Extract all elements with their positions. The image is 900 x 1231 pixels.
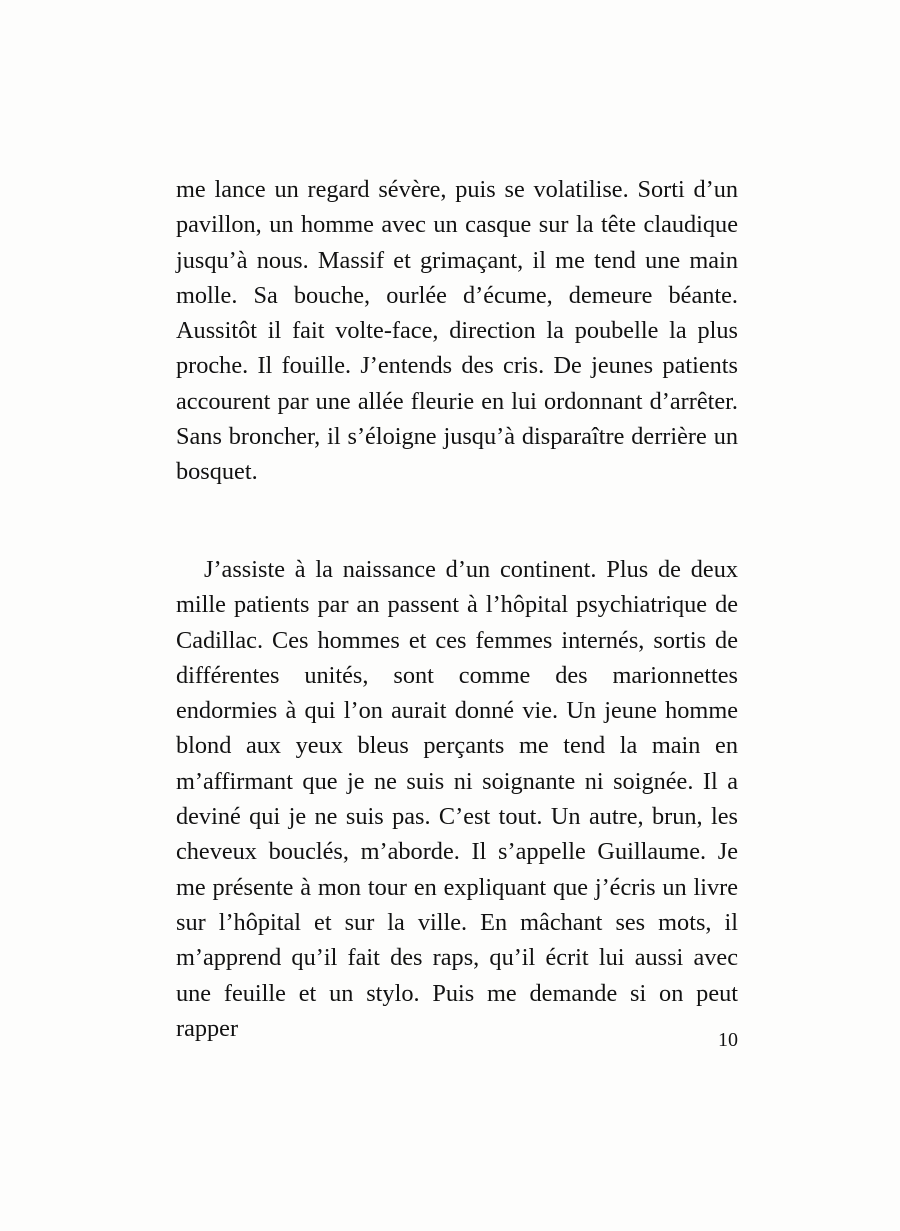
page-text-block bbox=[176, 172, 738, 1081]
paragraph-2: J’assiste à la naissance d’un continent. Plus de deux mille patients par an passent à l’hôpital psychiatrique de Cadillac. Ces hommes et ces femmes internés, sortis de différentes unités, sont comme des marionnettes endormies à qui l’on aurait donné vie. Un jeune homme blond aux yeux bleus perçants me tend la main en m’affirmant que je ne suis ni soignante ni soignée. Il a deviné qui je ne suis pas. C’est tout. Un autre, brun, les cheveux bouclés, m’aborde. Il s’appelle Guillaume. Je me présente à mon tour en expliquant que j’écris un livre sur l’hôpital et sur la ville. En mâchant ses mots, il m’apprend qu’il fait des raps, qu’il écrit lui aussi avec une feuille et un stylo. Puis me demande si on peut rapper bbox=[176, 555, 738, 1042]
paragraph-1: me lance un regard sévère, puis se volatilise. Sorti d’un pavillon, un homme avec un casque sur la tête claudique jusqu’à nous. Massif et grimaçant, il me tend une main molle. Sa bouche, ourlée d’écume, demeure béante. Aussitôt il fait volte-face, direction la poubelle la plus proche. Il fouille. J’entends des cris. De jeunes patients accourent par une allée fleurie en lui ordonnant d’arrêter. Sans broncher, il s’éloigne jusqu’à disparaître derrière un bosquet. bbox=[176, 176, 738, 486]
page-number: 10 bbox=[718, 1029, 738, 1051]
